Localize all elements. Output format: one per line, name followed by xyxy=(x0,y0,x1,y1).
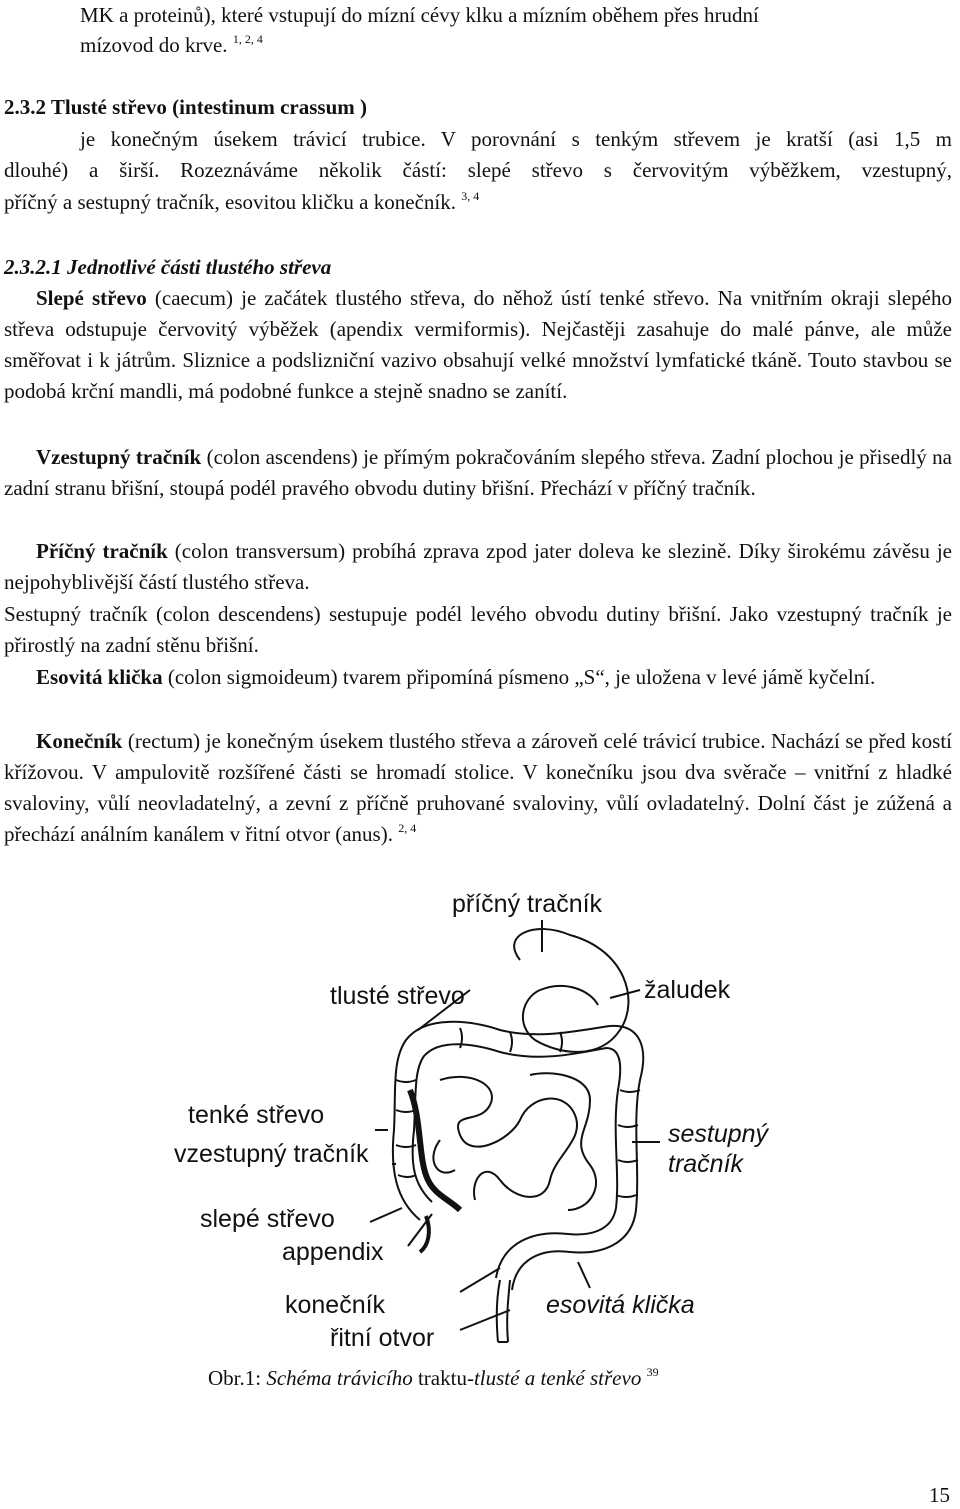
label-konecnik: konečník xyxy=(285,1291,386,1319)
paragraph-esovita-klicka: Esovitá klička (colon sigmoideum) tvarem připomíná písmeno „S“, je uložena v levé jámě kyčelní. xyxy=(36,665,876,689)
large-intestine-diagram xyxy=(170,880,810,1360)
appendix-outline xyxy=(420,1216,429,1252)
paragraph-konecnik: Konečník (rectum) je konečným úsekem tlustého střeva a zároveň celé trávicí trubice. Nachází se před kostí křížovou. V ampulovitě rozšířené části se hromadí stolice. V konečníku jsou dva svěrače – vnitřní z hladké svaloviny, vůlí neovladatelný, a zevní z příčně pruhované svaloviny, vůlí ovladatelný. Dolní část je zúžená a přechází análním kanálem v řitní otvor (anus). $^{2, 4}$ xyxy=(4,729,952,846)
section-heading: 2.3.2 Tlusté střevo (intestinum crassum ) xyxy=(4,95,368,119)
pointer-line xyxy=(460,1310,510,1330)
label-slepe-strevo: slepé střevo xyxy=(200,1205,335,1233)
section-paragraph-line-1: je konečným úsekem trávicí trubice. V porovnání s tenkým střevem je kratší (asi 1,5 m xyxy=(80,127,952,151)
label-tenke-strevo: tenké střevo xyxy=(188,1101,325,1129)
reference-superscript: 3, 4 xyxy=(461,189,480,203)
label-esovita-klicka: esovitá klička xyxy=(546,1291,695,1319)
paragraph-pricny-tracnik: Příčný tračník (colon transversum) probíhá zprava zpod jater doleva ke slezině. Díky širokému závěsu je nejpohyblivější částí tlustého střeva. xyxy=(4,539,953,594)
section-paragraph-line-2: dlouhé) a širší. Rozeznáváme několik částí: slepé střevo s červovitým výběžkem, vzestupný, xyxy=(4,158,952,182)
reference-superscript: 39 xyxy=(646,1365,659,1379)
pointer-line xyxy=(578,1262,590,1288)
reference-superscript: 1, 2, 4 xyxy=(232,32,263,46)
page-number: 15 xyxy=(929,1483,950,1507)
figure-caption: Obr.1: Schéma trávicího traktu-tlusté a tenké střevo $^{39}$ xyxy=(208,1365,659,1390)
rectum-outline xyxy=(497,1280,510,1342)
label-vzestupny-tracnik: vzestupný tračník xyxy=(174,1140,369,1168)
subsection-heading: 2.3.2.1 Jednotlivé části tlustého střeva xyxy=(4,255,332,279)
paragraph-vzestupny-tracnik: Vzestupný tračník (colon ascendens) je přímým pokračováním slepého střeva. Zadní plochou je přisedlý na zadní stranu břišní, stoupá podél pravého obvodu dutiny břišní. Přechází v příčný tračník. xyxy=(4,445,953,500)
reference-superscript: 2, 4 xyxy=(398,821,417,835)
label-sestupny-tracnik: tračník xyxy=(668,1150,744,1178)
label-tluste-strevo: tlusté střevo xyxy=(330,982,465,1010)
label-pricny-tracnik: příčný tračník xyxy=(452,890,603,918)
small-intestine-coil xyxy=(440,1077,577,1200)
pointer-line xyxy=(460,1268,500,1292)
intro-line-1: MK a proteinů), které vstupují do mízní cévy klku a mízním oběhem přes hrudní xyxy=(80,3,759,27)
pointer-line xyxy=(610,990,640,998)
intro-line-2: mízovod do krve. $^{1, 2, 4}$ xyxy=(80,32,263,57)
label-ritni-otvor: řitní otvor xyxy=(330,1324,435,1352)
paragraph-sestupny-tracnik: Sestupný tračník (colon descendens) sestupuje podél levého obvodu dutiny břišní. Jako vzestupný tračník je přirostlý na zadní stěnu břišní. xyxy=(4,602,952,657)
paragraph-slepe-strevo: Slepé střevo (caecum) je začátek tlustého střeva, do něhož ústí tenké střevo. Na vnitřním okraji slepého střeva odstupuje červovitý výběžek (apendix vermiformis). Nejčastěji zasahuje do malé pánve, ale může směřovat i k játrům. Sliznice a podslizniční vazivo obsahují velké množství lymfatické tkáně. Touto stavbou se podobá krční mandli, má podobné funkce a stejně snadno se zanítí. xyxy=(4,286,952,403)
label-appendix: appendix xyxy=(282,1238,384,1266)
label-sestupny: sestupný xyxy=(668,1120,769,1148)
section-paragraph-line-3: příčný a sestupný tračník, esovitou kličku a konečník. $^{3, 4}$ xyxy=(4,189,480,214)
colon-outer-outline xyxy=(393,1022,643,1290)
pointer-line xyxy=(370,1208,402,1222)
label-zaludek: žaludek xyxy=(644,976,731,1004)
